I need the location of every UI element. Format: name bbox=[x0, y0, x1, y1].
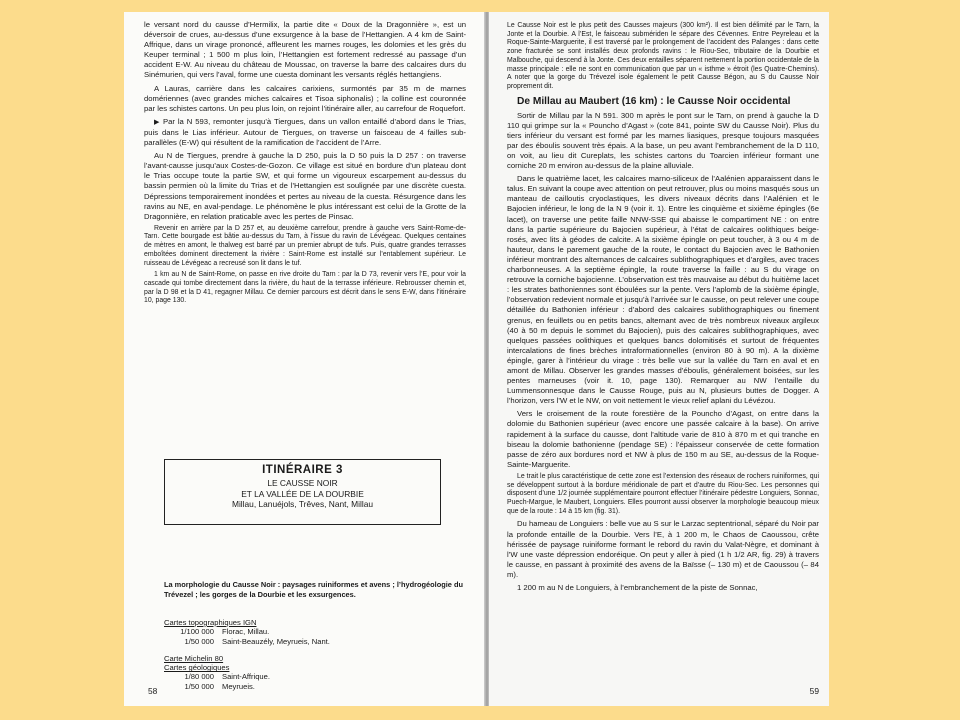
map-row bbox=[164, 682, 464, 691]
map-name: Meyrueis. bbox=[222, 681, 255, 691]
page-number: 59 bbox=[809, 686, 819, 696]
paragraph: 1 200 m au N de Longuiers, à l’embranchement de la piste de Sonnac, bbox=[517, 582, 758, 592]
michelin-heading: Carte Michelin 80 bbox=[164, 653, 224, 663]
section-title: De Millau au Maubert (16 km) : le Causse Noir occidental bbox=[517, 95, 791, 107]
ign-heading: Cartes topographiques IGN bbox=[164, 618, 257, 627]
itinerary-title: ITINÉRAIRE 3 bbox=[262, 464, 343, 476]
small-paragraph: 1 km au N de Saint-Rome, on passe en rive droite du Tarn : par la D 73, revenir vers l’E, pour voir la cascade qui tombe directement dans la rivière, du haut de la terrasse inférieure. Rebrousser chemin et, par la D 98 et la D 41, regagner Millau. Ce dernier parcours est décrit dans le sens E-W, dans l’itinéraire 10, page 130. bbox=[144, 271, 466, 305]
left-text-column bbox=[144, 20, 466, 309]
geo-heading: Cartes géologiques bbox=[164, 663, 230, 673]
paragraph: le versant nord du causse d’Hermilix, la partie dite « Doux de la Dragonnière », est un déversoir de crues, au-dessus d’une exsurgence à la base de l’Hettangien. A 4 km de Saint-Affrique, dans un virage prononcé, affleurent les marnes rouges, les dolomies et les grès du Keuper terminal ; 1 500 m plus loin, l’Hettangien est fortement redressé au passage d’un accident E-W. Au niveau du château de Moussac, on traverse la barre des calcaires durs du Sinémurien, qui vers l’aval, forme une cuesta dominant les versants réglés hettangiens. bbox=[144, 20, 466, 80]
map-scale: 1/50 000 bbox=[184, 681, 214, 691]
right-text-column bbox=[507, 22, 819, 596]
right-page bbox=[489, 12, 829, 706]
small-note: Le trait le plus caractéristique de cette zone est l’extension des réseaux de rochers ruiniformes, qui se développent surtout à la bordure méridionale de part et d’autre du Riou-Sec. Les personnes qui disposent d’une 1/2 journée supplémentaire pourront effectuer l’itinéraire pédestre Longuiers, Sonnac, Puech-Margue, le Maubert, Longuiers. Elles pourront aussi observer la morphologie beaucoup mieux que de la route : 14 à 15 km (fig. 31). bbox=[507, 472, 819, 515]
itinerary-line: LE CAUSSE NOIR bbox=[267, 478, 338, 488]
arrow-icon: ▶ bbox=[154, 118, 163, 126]
map-name: Saint-Beauzély, Meyrueis, Nant. bbox=[222, 636, 330, 646]
paragraph: Au N de Tiergues, prendre à gauche la D 250, puis la D 50 puis la D 257 : on traverse l’avant-causse jusqu’aux Costes-de-Gozon. Ce village est situé en bordure d’un plateau dont le Trias occupe toute la partie SW, et qui forme un vigoureux escarpement au-dessus du bassin permien où la limite du Trias et de l’Hettangien est soulignée par une discrète cuesta. Dépressions temporairement inondées et pertes au niveau de la cuesta. Résurgence dans les ravins au NE, en aval-pendage. Le phénomène le plus intéressant est celui de la Grotte de la Dragonnière, en relation praticable avec les pertes de Pinsac. bbox=[144, 151, 466, 221]
map-scale: 1/50 000 bbox=[184, 636, 214, 646]
paragraph: Sortir de Millau par la N 591. 300 m après le pont sur le Tarn, on prend à gauche la D 110 qui grimpe sur la « Pouncho d’Agast » (cote 841, pointe SW du Causse Noir). Plus du tiers inférieur du versant est formé par les marnes liasiques, presque toujours masquées par des éboulis souvent très épais. A la base, un peu avant l’embranchement de la D 110, on voit, au lieu dit Cureplats, les schistes cartons du Toarcien inférieur formant une corniche 20 m environ au-dessus de la plaine alluviale. bbox=[507, 110, 819, 171]
intro-paragraph: Le Causse Noir est le plus petit des Causses majeurs (300 km²). Il est bien délimité par le Tarn, la Jonte et la Dourbie. A l’Est, le faisceau submériden le sépare des Cévennes. Entre Peyreleau et la Roque-Sainte-Marguerite, il est traversé par le prolongement de l’accident des Palanges : dans cette zone fracturée se sont installés deux profonds ravins : le Riou-Sec, tributaire de la Dourbie et Malbouche, qui descend à la Jonte. Ces deux entailles séparent nettement la portion occidentale de la masse principale : elle ne sont en communication que par un « isthme » étroit (les Quatre-Chemins). A noter que la gorge du Trévezel isole également le petit Causse Bégon, au S du Causse Noir proprement dit. bbox=[507, 22, 819, 90]
map-scale: 1/80 000 bbox=[184, 672, 214, 682]
map-row bbox=[164, 627, 464, 636]
paragraph-text: Par la N 593, remonter jusqu’à Tiergues, dans un vallon entaillé d’abord dans le Trias, puis dans le Lias inférieur. Autour de Tiergues, on traverse un faisceau de 4 failles sub-parallèles (E-W) qui résultent de la ramification de l’accident de l’Arre. bbox=[144, 116, 466, 148]
map-references bbox=[164, 618, 464, 691]
map-row bbox=[164, 637, 464, 646]
map-name: Saint-Affrique. bbox=[222, 672, 270, 682]
map-scale: 1/100 000 bbox=[180, 627, 214, 637]
itinerary-line: ET LA VALLÉE DE LA DOURBIE bbox=[241, 488, 364, 499]
paragraph: Vers le croisement de la route forestière de la Pouncho d’Agast, on entre dans la dolomie du Bathonien supérieur (avec encore une passée calcaire à la base). On arrive rapidement à la surface du causse, dont l’altitude varie de 810 à 870 m et qui tranche en biseau la dolomie bathonienne (pendage SE) : l’épaisseur conservée de cette formation passe de zéro aux bordures nord et NW à plus de 150 m au SE, au-dessus de la Roque-Sainte-Marguerite. bbox=[507, 409, 819, 469]
small-paragraph: Revenir en arrière par la D 257 et, au deuxième carrefour, prendre à gauche vers Saint-Rome-de-Tarn. Cette bourgade est bâtie au-dessus du Tarn, à l’issue du ravin de Lévégeac. Quelques centaines de mètres en amont, le thalweg est barré par un premier abrupt de tufs. Puis, quatre grandes terrasses emboîtées dominent directement la rivière : Saint-Rome est installé sur l’entablement supérieur. Le ruisseau de Lévégeac a recreusé son lit dans le tuf. bbox=[144, 224, 466, 267]
paragraph: Du hameau de Longuiers : belle vue au S sur le Larzac septentrional, séparé du Noir par la profonde entaille de la Dourbie. Vers l’E, à 1 200 m, le Chaos de Caoussou, crête hérissée de paysage ruiniforme formant le rebord du ravin du Valat-Nègre, et dominant à l’W une vaste dépression endoréique. On peut y aller à pied (1 h 1/2 AR, fig. 29) à travers le causse, en passant à proximité des avens de la Baïsse (– 130 m) et de Caoussou (– 84 m). bbox=[507, 519, 819, 579]
map-name: Florac, Millau. bbox=[222, 627, 270, 637]
itinerary-box bbox=[164, 459, 441, 525]
paragraph: A Lauras, carrière dans les calcaires carixiens, surmontés par 35 m de marnes domériennes (avec grandes miches calcaires et Tisoa siphonalis) ; la colline est couronnée par les schistes cartons. Un peu plus loin, on rejoint l’itinéraire aller, au carrefour de Roquefort. bbox=[144, 83, 466, 113]
itinerary-line: Millau, Lanuéjols, Trêves, Nant, Millau bbox=[231, 499, 374, 509]
page-number: 58 bbox=[148, 686, 158, 696]
paragraph bbox=[144, 117, 466, 148]
map-row bbox=[164, 672, 464, 681]
left-page bbox=[124, 12, 486, 706]
itinerary-summary: La morphologie du Causse Noir : paysages ruiniformes et avens ; l’hydrogéologie du Trévezel ; les gorges de la Dourbie et les exsurgences. bbox=[164, 580, 463, 599]
paragraph: Dans le quatrième lacet, les calcaires marno-siliceux de l’Aalénien apparaissent dans le talus. En suivant la coupe avec attention on peut retrouver, plus ou moins masqués sous un manteau de cailloutis cryoclastiques, les divers niveaux décrits dans l’Aalénien et le Bajocien inférieur, le long de la N 9 (voir it. 1). Entre les cinquième et sixième épingles (6e lacet), on traverse une petite faille NNW-SSE qui abaisse le compartiment NE : on entre dans la partie supérieure du Bajocien supérieur, à l’état de calcaires oolithiques beige-rosés, avec lits à géodes de calcite. A la sixième épingle on peut toucher, à 3 ou 4 m de hauteur, dans le parement gauche de la route, le contact du Bajocien avec le Bathonien inférieur montrant des alternances de calcaires sublithographiques et d’argiles, avec traces charbonneuses. A la septième épingle, la route traverse la faille : au S du virage on retrouve la corniche bajocienne. L’observation est très mauvaise au début du huitième lacet : les strates bathoniennes sont éboulées sur la pente. Vers l’aplomb de la sixième épingle, l’observation redevient normale et jusqu’à l’arrivée sur le causse, on peut relever une coupe détaillée du Bathonien inférieur : d’abord des calcaires sublithographiques ou finement grenus, en feuillets ou en petits bancs, alternant avec de très nombreux niveaux argileux (40 à 50 m depuis le sommet du Bajocien), puis des calcaires sublithographiques, avec quelques passées oolithiques et quelques bancs dolomitisés et surtout de fréquentes intercalations de fines brèches intraformationnelles (environ 80 à 90 m). A la dixième épingle, garer à l’intérieur du virage : très belle vue sur la vallée du Tarn en aval et en amont de Millau. Observer les grandes masses d’éboulis, généralement boisées, sur les pentes marneuses (voir it. 10, page 130). Remarquer au NW l’entaille du Lummensonnesque dans le Causse Rouge, puis au N, plusieurs buttes de Dogger. A l’horizon, vers l’W et le NW, on voit nettement le vieux relief aplani du Lévézou. bbox=[507, 174, 819, 406]
